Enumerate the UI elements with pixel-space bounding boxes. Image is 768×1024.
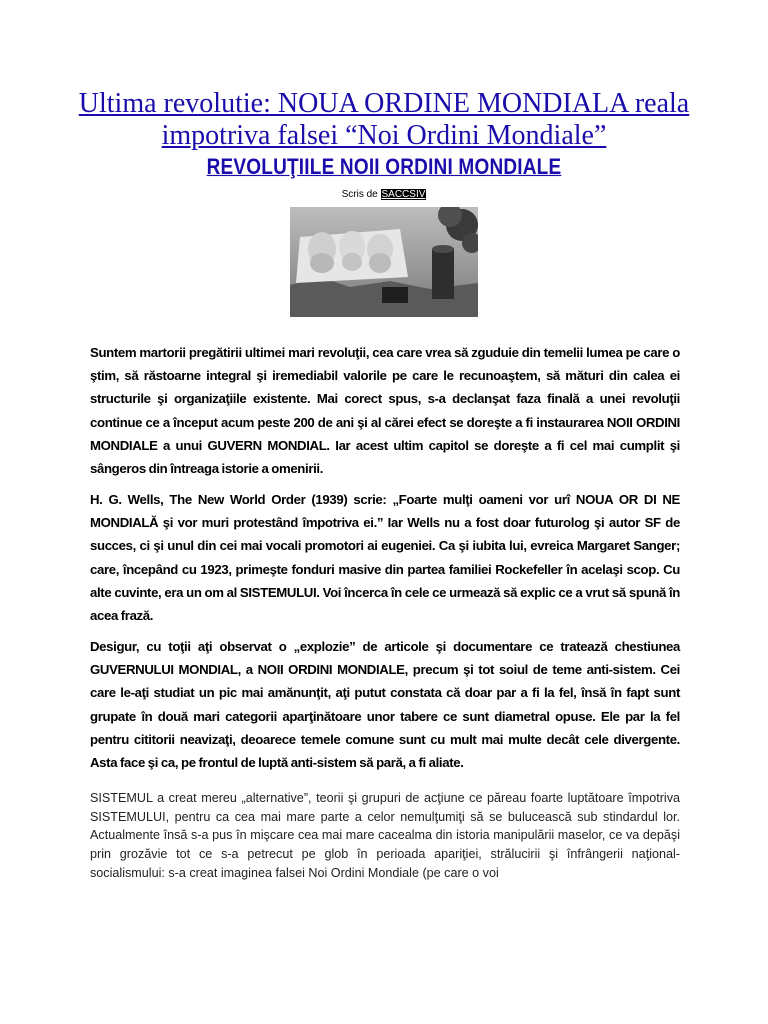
byline bbox=[0, 189, 768, 200]
article-subtitle[interactable]: REVOLUŢIILE NOII ORDINI MONDIALE bbox=[206, 155, 562, 180]
byline-prefix: Scris de bbox=[341, 189, 378, 200]
paragraph-3: Desigur, cu toţii aţi observat o „explozie” de articole şi documentare ce tratează chestiunea GUVERNULUI MONDIAL, a NOII ORDINI MONDIALE, precum şi tot soiul de teme anti-sistem. Cei care le-aţi studiat un pic mai amănunţit, aţi putut constata că doar par a fi la fel, însă în fapt sunt grupate în două mari categorii aparţinătoare unor tabere ce sunt diametral opuse. Ele par la fel pentru cititorii neavizaţi, deoarece temele comune sunt cu mult mai multe decât cele divergente. Asta face şi ca, pe frontul de luptă anti-sistem să pară, a fi aliate. bbox=[90, 639, 680, 771]
paragraph-1: Suntem martorii pregătirii ultimei mari revoluţii, cea care vrea să zguduie din temelii lumea pe care o ştim, să răstoarne integral şi iremediabil valorile pe care le recunoaştem, să mături din calea ei structurile şi organizaţiile existente. Mai corect spus, s-a declanşat faza finală a unei revoluţii continue ce a început acum peste 200 de ani şi al cărei efect se doreşte a fi instaurarea NOII ORDINI MONDIALE a unui GUVERN MONDIAL. Iar acest ultim capitol se doreşte a fi cel mai cumplit şi sângeros din întreaga istorie a omenirii. bbox=[90, 345, 680, 477]
paragraph-4: SISTEMUL a creat mereu „alternative”, teorii şi grupuri de acţiune ce păreau foarte luptătoare împotriva SISTEMULUI, pentru ca cea mai mare parte a celor nemulţumiţi să se bulucească sub stindardul lor. Actualmente însă s-a pus în mişcare cea mai mare cacealma din istoria manipulării maselor, ce va depăşi prin grozăvie tot ce s-a petrecut pe glob în perioada apariţiei, strălucirii şi înfrângerii naţional-socialismului: s-a creat imaginea falsei Noi Ordini Mondiale (pe care o voi bbox=[90, 791, 680, 880]
author-link[interactable]: SACCSIV bbox=[381, 189, 426, 200]
article-title[interactable]: Ultima revolutie: NOUA ORDINE MONDIALA reala impotriva falsei “Noi Ordini Mondiale” bbox=[78, 88, 690, 151]
paragraph-2: H. G. Wells, The New World Order (1939) scrie: „Foarte mulţi oameni vor urî NOUA OR DI NE MONDIALĂ şi vor muri protestând împotriva ei.” Iar Wells nu a fost doar futurolog şi autor SF de succes, ci şi unul din cei mai vocali promotori ai eugeniei. Ca şi iubita lui, evreica Margaret Sanger; care, începând cu 1923, primeşte fonduri masive din partea familiei Rockefeller în acelaşi scop. Cu alte cuvinte, era un om al SISTEMULUI. Voi încerca în cele ce urmează să explic ce a vrut să spună în acea frază. bbox=[90, 492, 680, 624]
busts-photo-graphic bbox=[290, 207, 478, 317]
article-photo bbox=[290, 207, 478, 317]
